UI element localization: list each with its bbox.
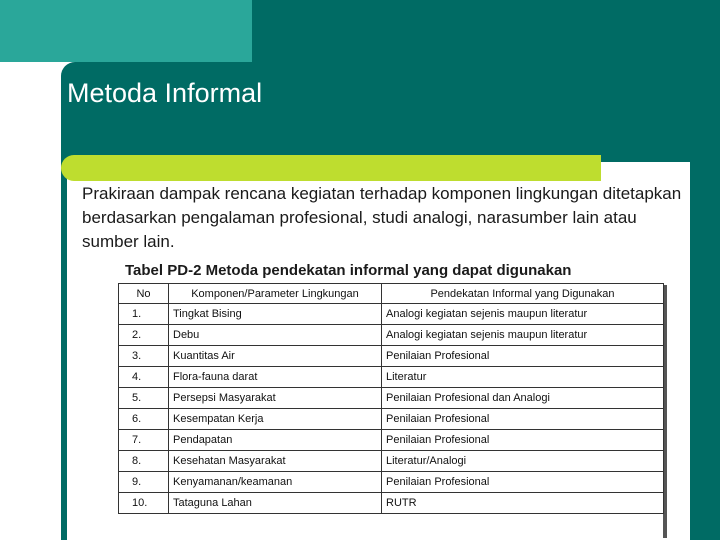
top-left-decor-block <box>0 0 252 62</box>
row-number: 7. <box>119 430 169 451</box>
table-row <box>119 388 664 409</box>
row-component: Kesempatan Kerja <box>169 409 382 430</box>
row-approach: Penilaian Profesional <box>382 472 664 493</box>
table-caption: Tabel PD-2 Metoda pendekatan informal yang dapat digunakan <box>125 262 572 279</box>
table-row <box>119 409 664 430</box>
row-approach: Analogi kegiatan sejenis maupun literatur <box>382 325 664 346</box>
row-number: 3. <box>119 346 169 367</box>
row-component: Pendapatan <box>169 430 382 451</box>
methods-table <box>118 283 664 514</box>
row-number: 9. <box>119 472 169 493</box>
row-approach: Analogi kegiatan sejenis maupun literatur <box>382 304 664 325</box>
slide-body-text: Prakiraan dampak rencana kegiatan terhadap komponen lingkungan ditetapkan berdasarkan pengalaman profesional, studi analogi, narasumber lain atau sumber lain. <box>82 184 682 251</box>
row-approach: Literatur/Analogi <box>382 451 664 472</box>
row-component: Kesehatan Masyarakat <box>169 451 382 472</box>
header-approach: Pendekatan Informal yang Digunakan <box>382 284 664 304</box>
right-decor-band <box>690 0 720 540</box>
row-approach: RUTR <box>382 493 664 514</box>
row-component: Flora-fauna darat <box>169 367 382 388</box>
row-component: Kuantitas Air <box>169 346 382 367</box>
table-row <box>119 493 664 514</box>
row-approach: Literatur <box>382 367 664 388</box>
row-component: Tingkat Bising <box>169 304 382 325</box>
row-approach: Penilaian Profesional <box>382 409 664 430</box>
row-number: 2. <box>119 325 169 346</box>
table-row <box>119 346 664 367</box>
row-approach: Penilaian Profesional dan Analogi <box>382 388 664 409</box>
header-no: No <box>119 284 169 304</box>
row-approach: Penilaian Profesional <box>382 346 664 367</box>
row-number: 4. <box>119 367 169 388</box>
table-row <box>119 472 664 493</box>
table-row <box>119 304 664 325</box>
row-number: 6. <box>119 409 169 430</box>
slide-title: Metoda Informal <box>67 78 263 108</box>
table-row <box>119 325 664 346</box>
row-number: 10. <box>119 493 169 514</box>
top-decor-band <box>252 0 720 62</box>
table-row <box>119 451 664 472</box>
accent-bar <box>61 155 601 181</box>
row-component: Kenyamanan/keamanan <box>169 472 382 493</box>
table-row <box>119 367 664 388</box>
table-header-row <box>119 284 664 304</box>
row-number: 8. <box>119 451 169 472</box>
row-component: Debu <box>169 325 382 346</box>
row-component: Tataguna Lahan <box>169 493 382 514</box>
title-panel <box>61 62 690 162</box>
table-row <box>119 430 664 451</box>
header-component: Komponen/Parameter Lingkungan <box>169 284 382 304</box>
left-decor-bar <box>61 160 67 540</box>
row-component: Persepsi Masyarakat <box>169 388 382 409</box>
row-number: 5. <box>119 388 169 409</box>
row-approach: Penilaian Profesional <box>382 430 664 451</box>
row-number: 1. <box>119 304 169 325</box>
